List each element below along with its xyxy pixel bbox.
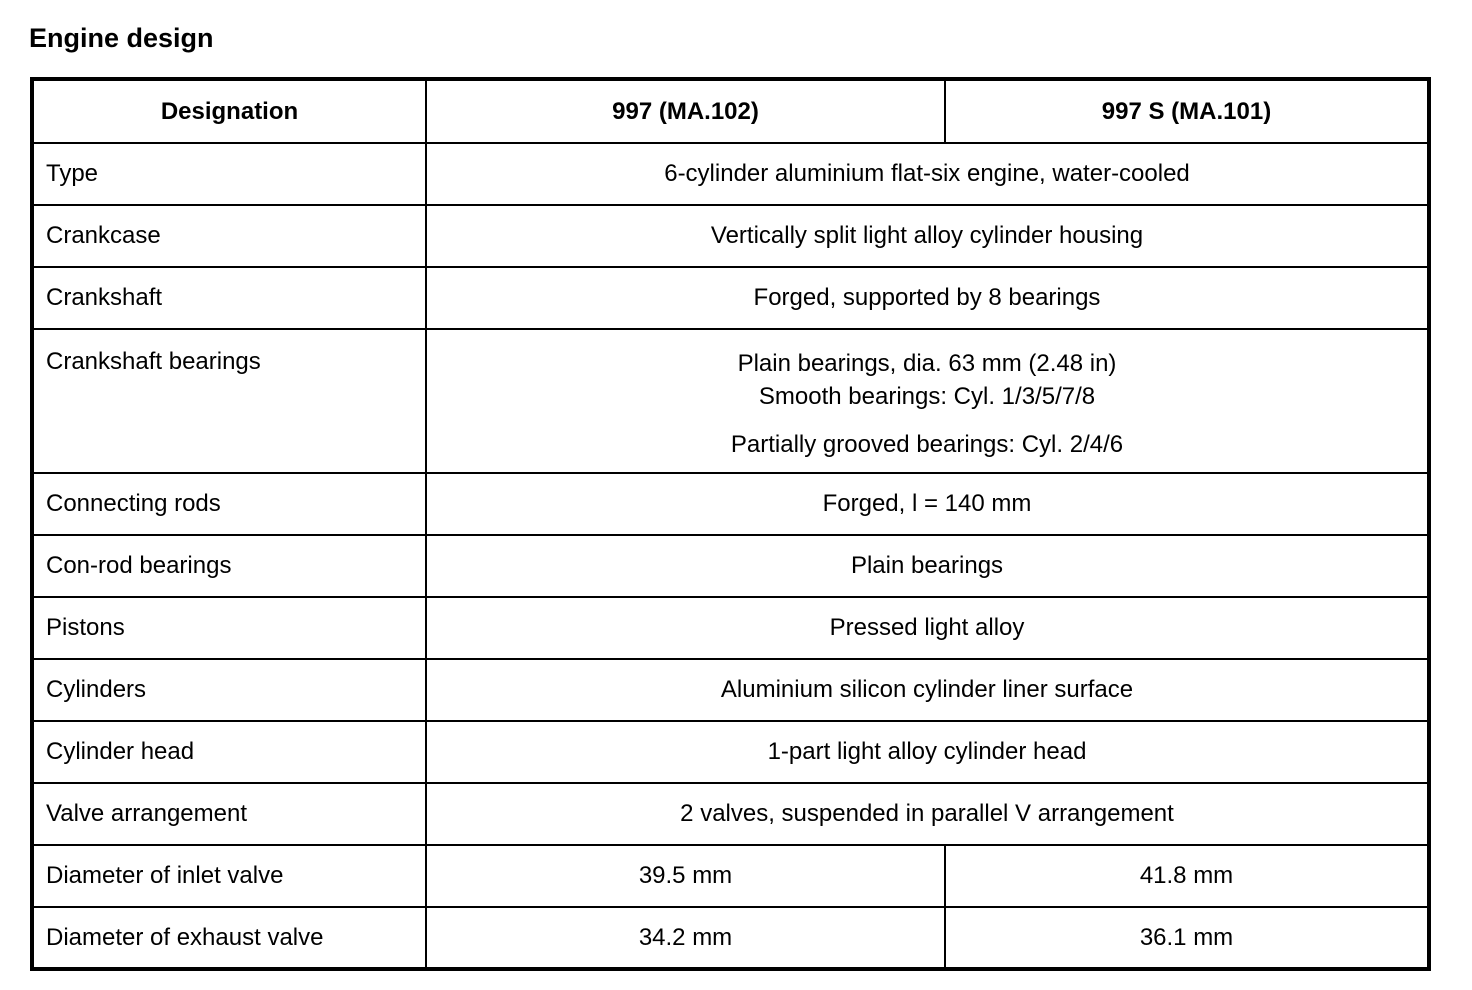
table-row	[32, 783, 1429, 845]
row-label-conrod-bearings: Con-rod bearings	[32, 535, 426, 597]
row-value-valve-arrangement: 2 valves, suspended in parallel V arrangement	[426, 783, 1429, 845]
table-row	[32, 597, 1429, 659]
row-value-conrod-bearings: Plain bearings	[426, 535, 1429, 597]
row-label-exhaust-valve: Diameter of exhaust valve	[32, 907, 426, 969]
table-row	[32, 721, 1429, 783]
row-label-crankshaft-bearings: Crankshaft bearings	[32, 329, 426, 473]
header-997: 997 (MA.102)	[426, 79, 945, 143]
crankshaft-bearings-line-1: Plain bearings, dia. 63 mm (2.48 in)	[737, 350, 1117, 377]
row-label-cylinder-head: Cylinder head	[32, 721, 426, 783]
row-label-cylinders: Cylinders	[32, 659, 426, 721]
table-row	[32, 535, 1429, 597]
row-value-inlet-valve-997: 39.5 mm	[426, 845, 945, 907]
row-value-crankshaft: Forged, supported by 8 bearings	[426, 267, 1429, 329]
row-label-pistons: Pistons	[32, 597, 426, 659]
crankshaft-bearings-line-3: Partially grooved bearings: Cyl. 2/4/6	[730, 431, 1124, 458]
table-row	[32, 267, 1429, 329]
table-row	[32, 845, 1429, 907]
table-row	[32, 329, 1429, 473]
engine-design-table	[30, 77, 1431, 971]
row-label-inlet-valve: Diameter of inlet valve	[32, 845, 426, 907]
row-label-crankcase: Crankcase	[32, 205, 426, 267]
table-row	[32, 143, 1429, 205]
row-value-type: 6-cylinder aluminium flat-six engine, water-cooled	[426, 143, 1429, 205]
row-label-connecting-rods: Connecting rods	[32, 473, 426, 535]
table-header-row	[32, 79, 1429, 143]
row-label-valve-arrangement: Valve arrangement	[32, 783, 426, 845]
row-value-cylinder-head: 1-part light alloy cylinder head	[426, 721, 1429, 783]
row-value-cylinders: Aluminium silicon cylinder liner surface	[426, 659, 1429, 721]
header-997s: 997 S (MA.101)	[945, 79, 1429, 143]
table-row	[32, 205, 1429, 267]
crankshaft-bearings-line-2: Smooth bearings: Cyl. 1/3/5/7/8	[758, 383, 1096, 410]
header-designation: Designation	[32, 79, 426, 143]
row-value-crankshaft-bearings	[426, 329, 1429, 473]
row-value-crankcase: Vertically split light alloy cylinder housing	[426, 205, 1429, 267]
row-value-inlet-valve-997s: 41.8 mm	[945, 845, 1429, 907]
table-row	[32, 473, 1429, 535]
row-value-exhaust-valve-997: 34.2 mm	[426, 907, 945, 969]
row-value-connecting-rods: Forged, l = 140 mm	[426, 473, 1429, 535]
row-value-exhaust-valve-997s: 36.1 mm	[945, 907, 1429, 969]
row-value-pistons: Pressed light alloy	[426, 597, 1429, 659]
row-label-crankshaft: Crankshaft	[32, 267, 426, 329]
page-title: Engine design	[29, 23, 214, 53]
table-row	[32, 659, 1429, 721]
row-label-type: Type	[32, 143, 426, 205]
table-row	[32, 907, 1429, 969]
